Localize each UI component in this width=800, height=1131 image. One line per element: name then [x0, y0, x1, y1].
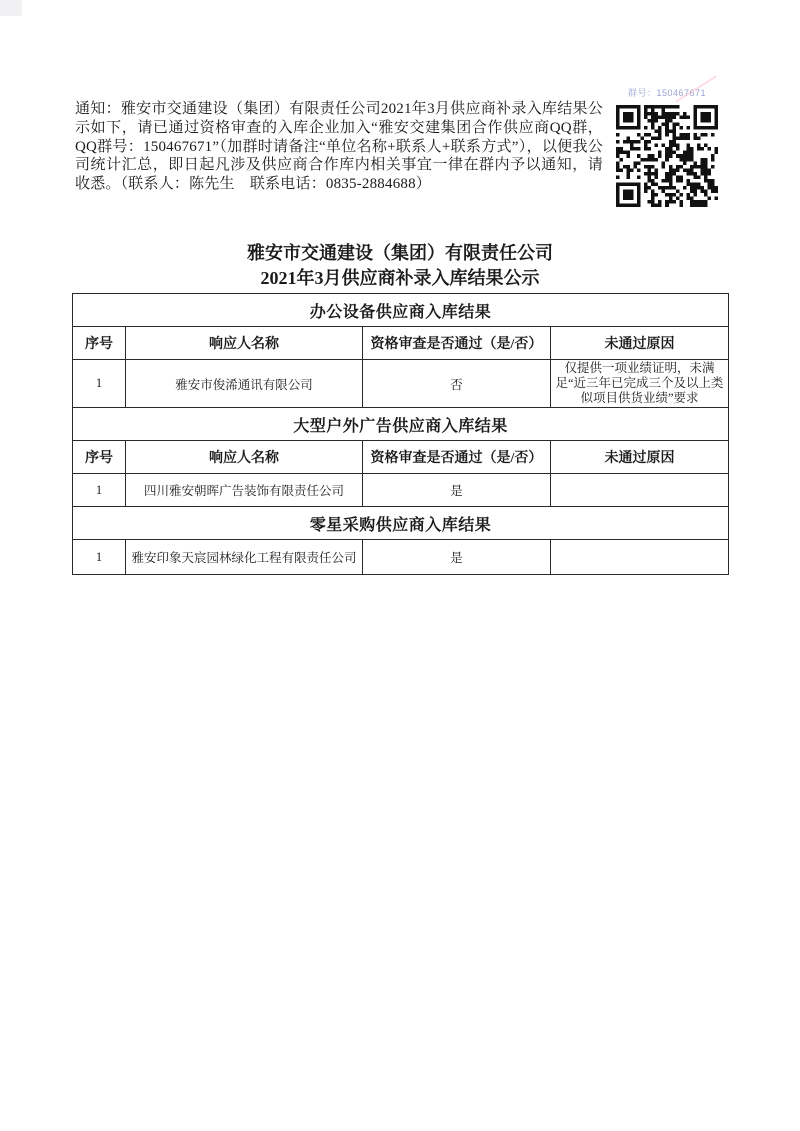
cell-respondent-name: 雅安市俊浠通讯有限公司 — [126, 360, 363, 408]
qq-group-qr-block — [612, 86, 722, 207]
column-header-row — [73, 441, 729, 474]
section-header-row — [73, 294, 729, 327]
document-title-line-2: 2021年3月供应商补录入库结果公示 — [260, 267, 540, 288]
document-title-line-1: 雅安市交通建设（集团）有限责任公司 — [247, 243, 553, 263]
cell-seq: 1 — [73, 360, 126, 408]
table-row — [73, 540, 729, 575]
qr-code-icon — [616, 105, 718, 207]
scan-corner-artifact — [0, 0, 22, 16]
column-header-seq: 序号 — [73, 327, 126, 360]
column-header-respondent: 响应人名称 — [126, 327, 363, 360]
section-title-outdoor-advertising: 大型户外广告供应商入库结果 — [73, 408, 729, 441]
column-header-qualified: 资格审查是否通过（是/否） — [363, 441, 551, 474]
table-row — [73, 474, 729, 507]
section-header-row — [73, 507, 729, 540]
column-header-fail-reason: 未通过原因 — [551, 441, 729, 474]
document-title — [72, 241, 728, 290]
section-title-sporadic-procurement: 零星采购供应商入库结果 — [73, 507, 729, 540]
cell-fail-reason — [551, 540, 729, 575]
section-title-office-equipment: 办公设备供应商入库结果 — [73, 294, 729, 327]
cell-fail-reason — [551, 474, 729, 507]
column-header-row — [73, 327, 729, 360]
cell-seq: 1 — [73, 540, 126, 575]
supplier-results-table — [72, 293, 729, 575]
cell-seq: 1 — [73, 474, 126, 507]
column-header-seq: 序号 — [73, 441, 126, 474]
cell-qualified: 否 — [363, 360, 551, 408]
cell-qualified: 是 — [363, 540, 551, 575]
column-header-fail-reason: 未通过原因 — [551, 327, 729, 360]
qq-group-number-label: 群号：150467671 — [627, 88, 707, 98]
table-row — [73, 360, 729, 408]
column-header-qualified: 资格审查是否通过（是/否） — [363, 327, 551, 360]
cell-respondent-name: 雅安印象天宸园林绿化工程有限责任公司 — [126, 540, 363, 575]
cell-qualified: 是 — [363, 474, 551, 507]
cell-respondent-name: 四川雅安朝晖广告装饰有限责任公司 — [126, 474, 363, 507]
cell-fail-reason: 仅提供一项业绩证明，未满足“近三年已完成三个及以上类似项目供货业绩”要求 — [551, 360, 729, 408]
notice-paragraph: 通知：雅安市交通建设（集团）有限责任公司2021年3月供应商补录入库结果公示如下，请已通过资格审查的入库企业加入“雅安交建集团合作供应商QQ群，QQ群号：150467671”（加群时请备注“单位名称+联系人+联系方式”），以便我公司统计汇总，即日起凡涉及供应商合作库内相关事宜一律在群内予以通知，请收悉。（联系人：陈先生 联系电话：0835-2884688） — [75, 101, 603, 193]
column-header-respondent: 响应人名称 — [126, 441, 363, 474]
section-header-row — [73, 408, 729, 441]
